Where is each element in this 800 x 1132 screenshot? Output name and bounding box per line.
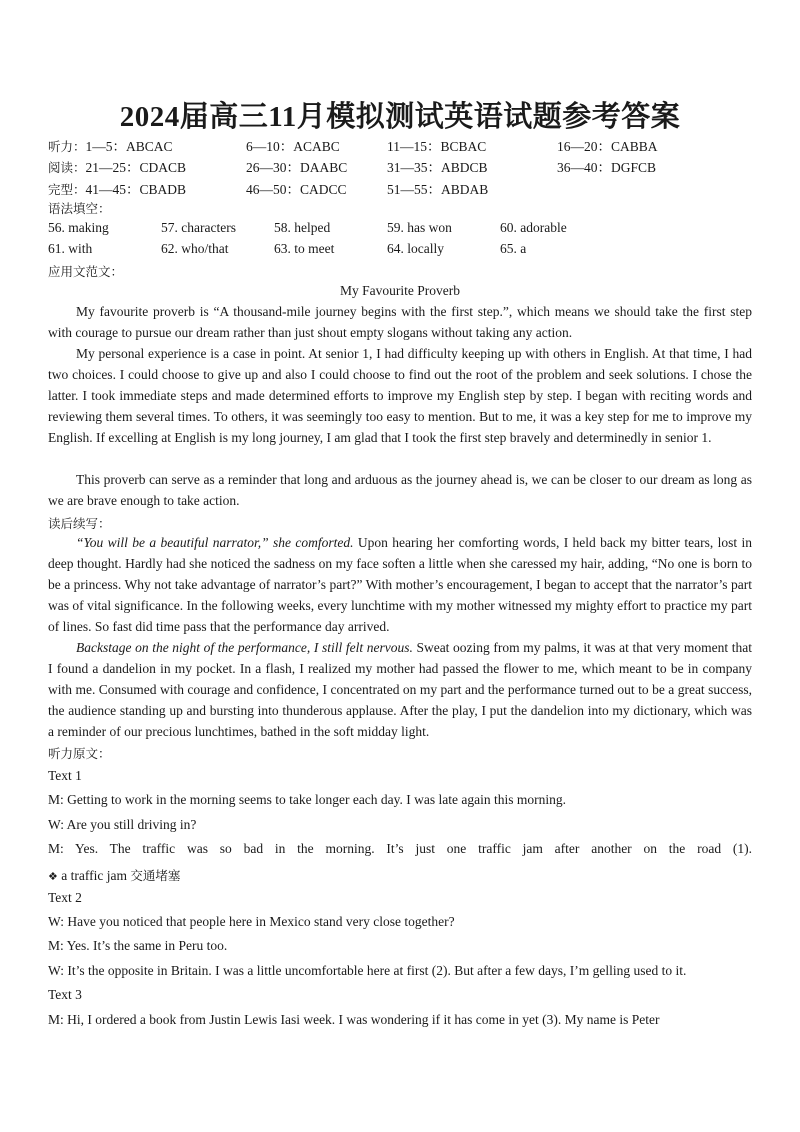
text-1-label: Text 1 xyxy=(48,768,82,783)
grammar-answer: 60. adorable xyxy=(500,220,567,235)
answer-group: 46—50：CADCC xyxy=(246,182,347,197)
continuation-text: Upon hearing her comforting words, I held back my bitter tears, lost in deep thought. Hardly had she noticed the sadness on my face soften a little when she caressed my hair, adding, “No one is born to be a princess. Why not take advantage of narrator’s part?” With mother’s encouragement, I began to accept that the narrator’s part was of vital significance. In the following weeks, every lunchtime with my mother witnessed my mighty effort to practice my part of lines. So fast did time pass that the performance day arrived. xyxy=(48,535,752,634)
text-3-label: Text 3 xyxy=(48,987,82,1002)
transcript-line: M: Yes. It’s the same in Peru too. xyxy=(48,938,228,953)
bullet-icon: ❖ xyxy=(48,870,58,883)
grammar-label-row xyxy=(48,199,111,217)
continuation-paragraph xyxy=(48,637,752,742)
answer-group: 1—5：ABCAC xyxy=(85,139,173,154)
continuation-lead: Backstage on the night of the performance, I still felt nervous. xyxy=(76,640,413,655)
reading-label: 阅读： xyxy=(48,160,86,175)
continuation-lead: “You will be a beautiful narrator,” she comforted. xyxy=(76,535,354,550)
grammar-answer: 57. characters xyxy=(161,220,236,235)
answer-group: 16—20：CABBA xyxy=(557,139,658,154)
grammar-answer: 61. with xyxy=(48,241,93,256)
answer-group: 36—40：DGFCB xyxy=(557,160,657,175)
answers-cloze-row xyxy=(48,178,489,198)
essay-label: 应用文范文： xyxy=(48,264,124,279)
continuation-label: 读后续写： xyxy=(48,516,111,531)
grammar-answer: 59. has won xyxy=(387,220,452,235)
continuation-paragraph xyxy=(48,532,752,637)
grammar-row-1 xyxy=(48,220,567,236)
answer-group: 31—35：ABDCB xyxy=(387,160,488,175)
answer-group: 11—15：BCBAC xyxy=(387,139,487,154)
continuation-text: Sweat oozing from my palms, it was at that very moment that I found a dandelion in my pocket. In a flash, I realized my mother had passed the flower to me, which meant to be in company with me. Consumed with courage and confidence, I concentrated on my part and the performance turned out to be a great success, the audience standing up and bursting into thunderous applause. After the play, I put the dandelion into my dictionary, which was a reminder of our precious lunchtimes, bathed in the soft midday light. xyxy=(48,640,752,739)
essay-title: My Favourite Proverb xyxy=(340,283,460,298)
transcript-label-row xyxy=(48,744,111,762)
essay-paragraph: This proverb can serve as a reminder that long and arduous as the journey ahead is, we can be closer to our dream as long as we are brave enough to take action. xyxy=(48,472,752,508)
answers-reading-row xyxy=(48,156,657,176)
transcript-line: W: It’s the opposite in Britain. I was a little uncomfortable here at first (2). But after a few days, I’m gelling used to it. xyxy=(48,963,687,978)
transcript-line: M: Hi, I ordered a book from Justin Lewis Iasi week. I was wondering if it has come in yet (3). My name is Peter xyxy=(48,1012,660,1027)
essay-paragraph: My favourite proverb is “A thousand-mile journey begins with the first step.”, which means we should take the first step with courage to pursue our dream rather than just shout empty slogans without taking any action. xyxy=(48,304,752,340)
answers-listening-row xyxy=(48,135,658,155)
vocab-translation: 交通堵塞 xyxy=(130,868,181,883)
answer-group: 6—10：ACABC xyxy=(246,139,340,154)
transcript-line: M: Yes. The traffic was so bad in the morning. It’s just one traffic jam after another on the road (1). xyxy=(48,841,752,856)
vocab-note xyxy=(48,866,752,884)
transcript-line: M: Getting to work in the morning seems to take longer each day. I was late again this morning. xyxy=(48,792,567,807)
grammar-answer: 63. to meet xyxy=(274,241,335,256)
answer-group: 21—25：CDACB xyxy=(85,160,187,175)
vocab-term: a traffic jam xyxy=(61,868,127,883)
grammar-row-2 xyxy=(48,241,527,257)
grammar-answer: 65. a xyxy=(500,241,527,256)
transcript-label: 听力原文： xyxy=(48,746,111,761)
answer-group: 26—30：DAABC xyxy=(246,160,348,175)
text-2-label: Text 2 xyxy=(48,890,82,905)
transcript-line: W: Have you noticed that people here in Mexico stand very close together? xyxy=(48,914,455,929)
listening-label: 听力： xyxy=(48,139,86,154)
page-title: 2024届高三11月模拟测试英语试题参考答案 xyxy=(119,101,681,133)
answer-group: 51—55：ABDAB xyxy=(387,182,489,197)
essay-label-row xyxy=(48,262,123,280)
grammar-label: 语法填空： xyxy=(48,201,111,216)
cloze-label: 完型： xyxy=(48,182,86,197)
grammar-answer: 58. helped xyxy=(274,220,331,235)
grammar-answer: 56. making xyxy=(48,220,109,235)
grammar-answer: 64. locally xyxy=(387,241,444,256)
grammar-answer: 62. who/that xyxy=(161,241,229,256)
answer-group: 41—45：CBADB xyxy=(85,182,187,197)
transcript-line: W: Are you still driving in? xyxy=(48,817,197,832)
essay-paragraph: My personal experience is a case in point. At senior 1, I had difficulty keeping up with others in English. At that time, I had two choices. I could choose to give up and also I could choose to find out the root of the problem and seek solutions. I chose the latter. I took immediate steps and made determined efforts to improve my English step by step. I began with reciting words and reviewing them several times. To others, it was seemingly too easy to mention. But to me, it was a key step for me to improve my English. If excelling at English is my long journey, I am glad that I took the first step bravely and determinedly in senior 1. xyxy=(48,346,752,445)
continuation-label-row xyxy=(48,514,111,532)
